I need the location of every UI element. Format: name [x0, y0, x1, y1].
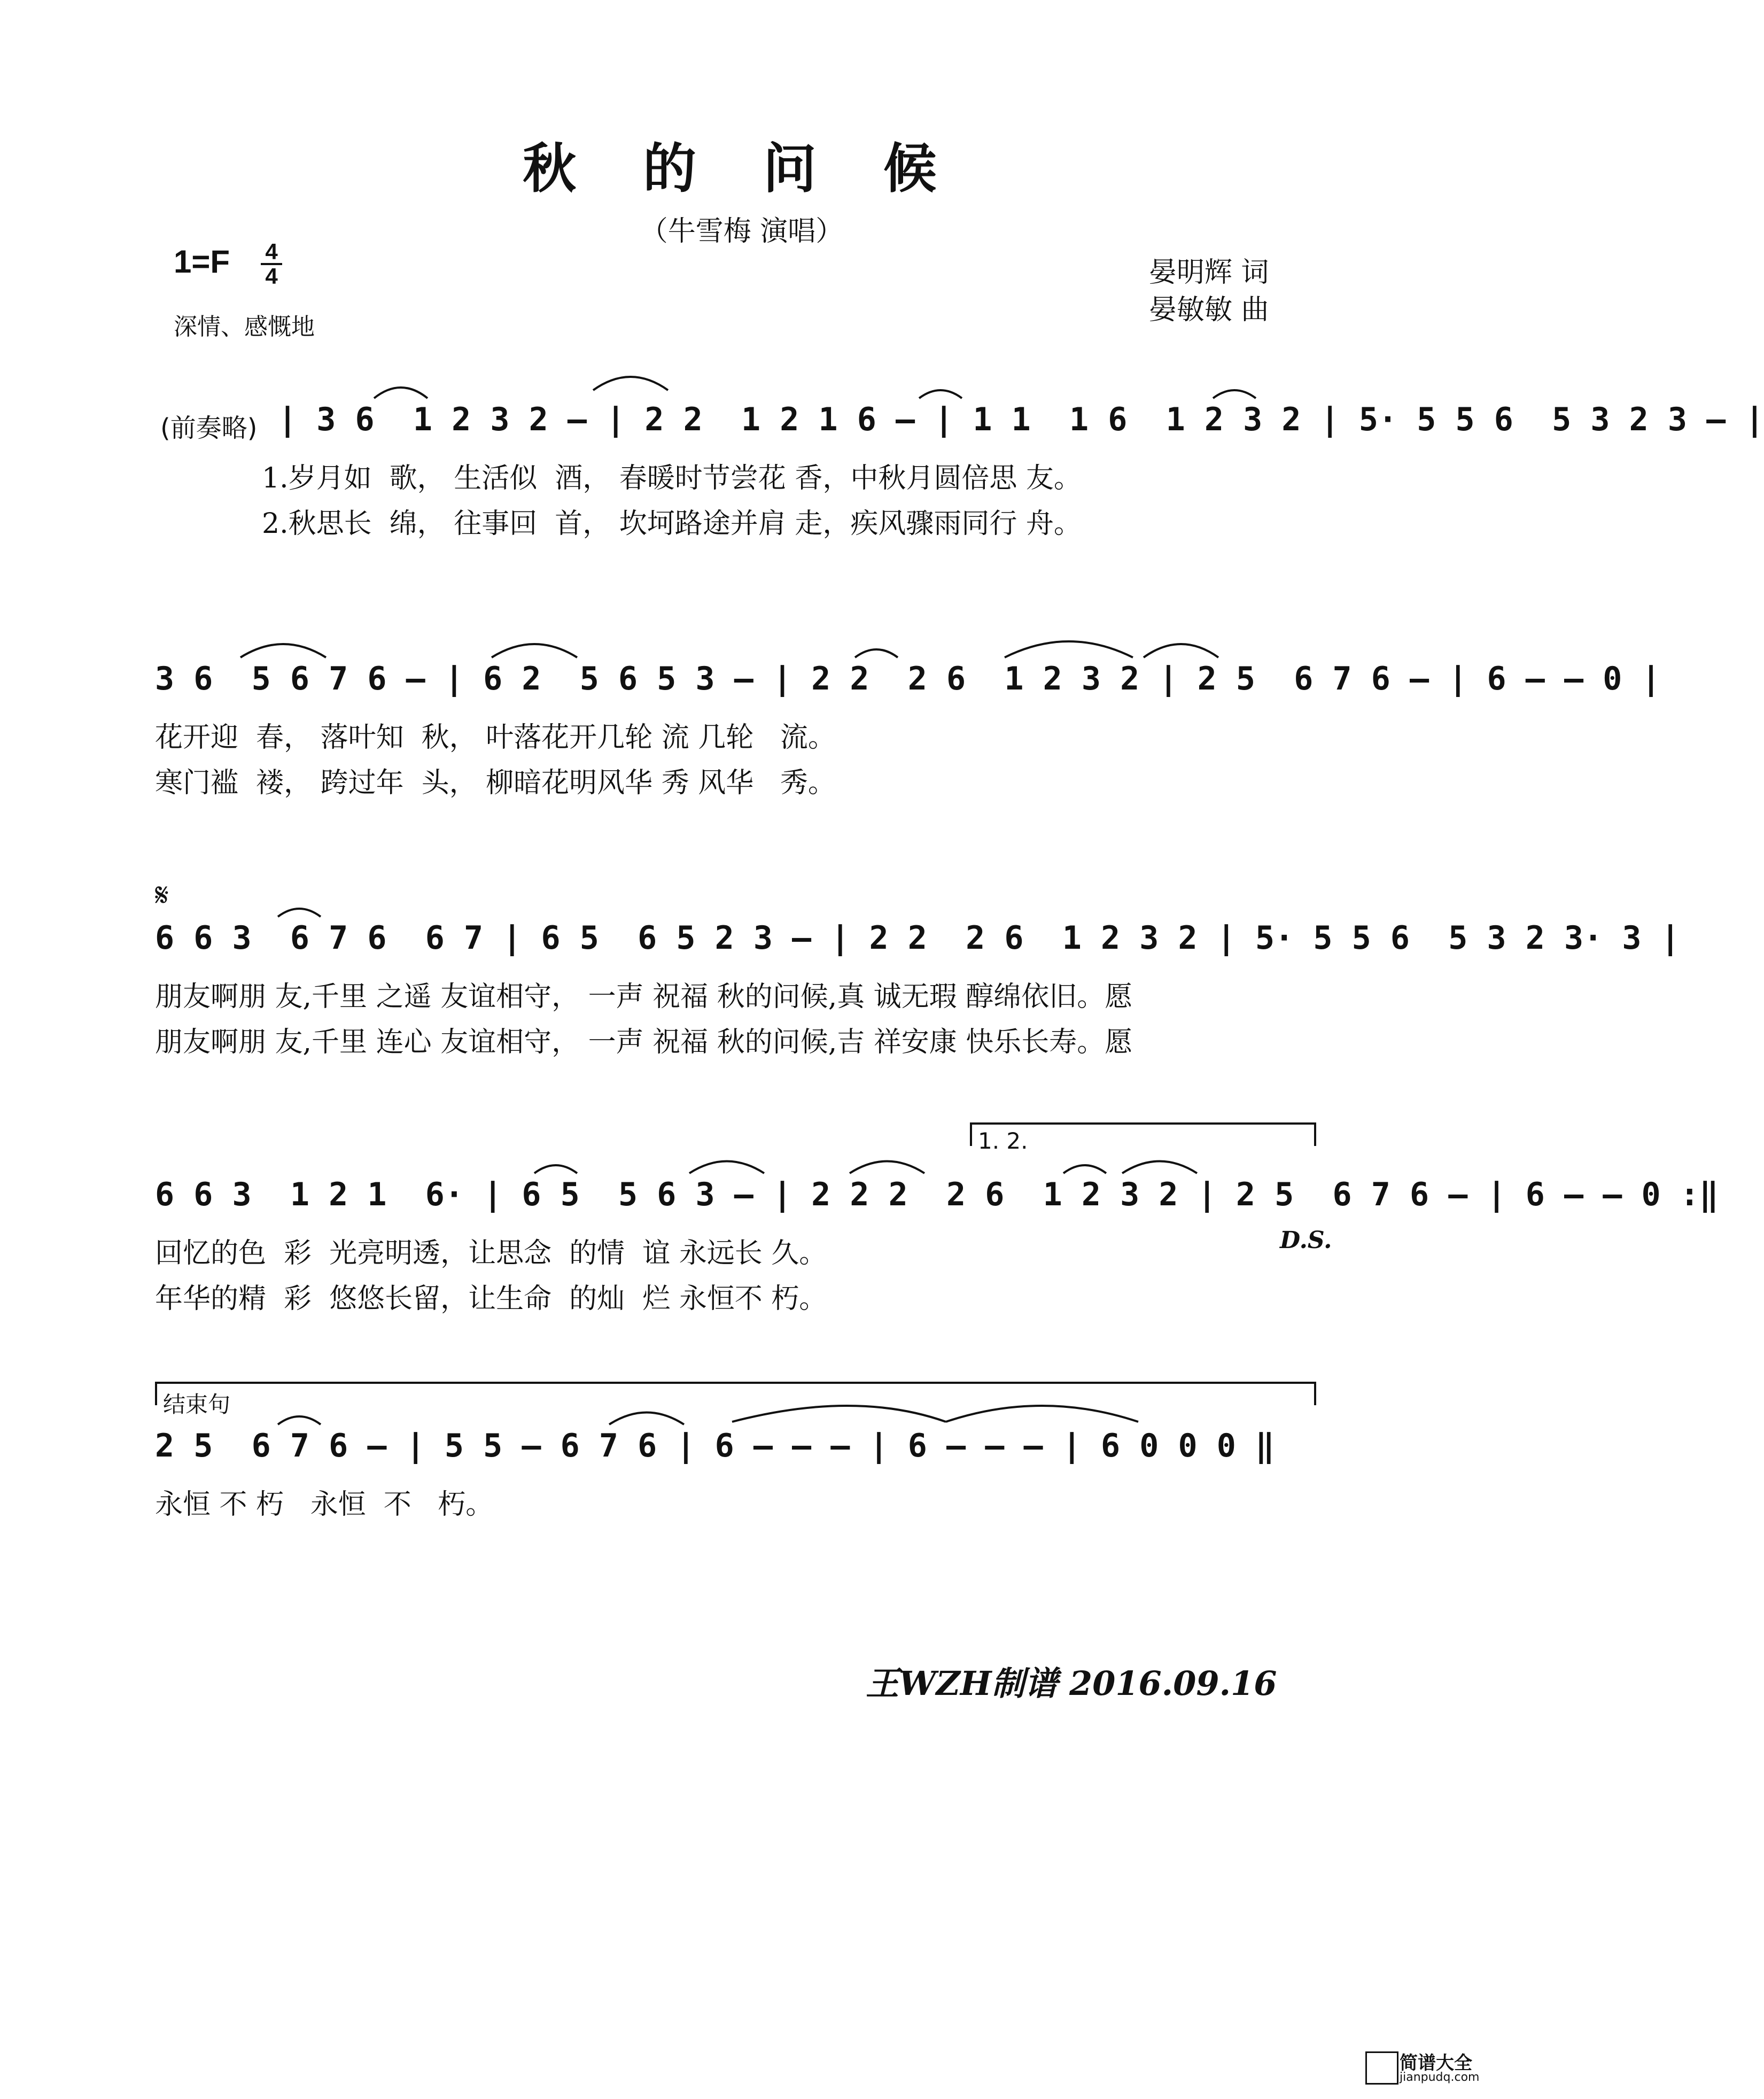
slur-arc: [1213, 390, 1256, 398]
system-5-lyrics: 永恒 不 朽 永恒 不 朽。: [155, 1489, 494, 1521]
volta-label: 1. 2.: [978, 1128, 1028, 1154]
watermark-logo: [1365, 2047, 1478, 2090]
lyricist-credit: 晏明辉 词: [1149, 257, 1269, 289]
slur-arc: [689, 1161, 764, 1174]
slur-arc: [1005, 641, 1133, 657]
key-signature: 1=F: [174, 244, 230, 280]
slur-arc: [946, 1406, 1138, 1422]
segno-sign: 𝄋: [155, 877, 169, 914]
system-1-lyrics-verse-1: 1.岁月如 歌， 生活似 酒， 春暖时节尝花 香，中秋月圆倍思 友。: [262, 462, 1082, 494]
tempo-marking: 深情、感慨地: [174, 313, 315, 340]
system-4-notes: 6 6 3 1 2 1 6· | 6 5 5 6 3 – | 2 2 2 2 6 1 2 3 2 | 2 5 6 7 6 – | 6 – – 0 :‖: [155, 1176, 1719, 1213]
slur-arc: [732, 1406, 946, 1422]
dal-segno-mark: D.S.: [1280, 1227, 1332, 1254]
watermark-icon: [1365, 2051, 1398, 2085]
system-1-lyrics-verse-2: 2.秋思长 绵， 往事回 首， 坎坷路途并肩 走，疾风骤雨同行 舟。: [262, 508, 1082, 540]
time-signature-top: 4: [261, 241, 282, 265]
composer-credit: 晏敏敏 曲: [1149, 294, 1269, 326]
slur-arc: [609, 1413, 684, 1425]
system-4-lyrics-verse-1: 回忆的色 彩 光亮明透，让思念 的情 谊 永远长 久。: [155, 1237, 827, 1269]
slur-arc: [855, 649, 898, 657]
slur-arc: [374, 388, 428, 398]
slur-arc: [492, 644, 577, 657]
system-4-lyrics-verse-2: 年华的精 彩 悠悠长留，让生命 的灿 烂 永恒不 朽。: [155, 1283, 827, 1315]
system-1-notes: | 3 6 1 2 3 2 – | 2 2 1 2 1 6 – | 1 1 1 6 1 2 3 2 | 5· 5 5 6 5 3 2 3 – |: [278, 401, 1764, 438]
system-3-lyrics-verse-1: 朋友啊朋 友,千里 之遥 友谊相守， 一声 祝福 秋的问候,真 诚无瑕 醇绵依旧。愿: [155, 981, 1133, 1013]
slur-arc: [593, 377, 668, 390]
slur-arc: [278, 1416, 321, 1424]
slur-arc: [1122, 1161, 1197, 1174]
slur-arc: [278, 909, 321, 917]
slur-arc: [1063, 1165, 1106, 1173]
prelude-note: (前奏略): [160, 413, 258, 443]
watermark-url: jianpudq.com: [1400, 2071, 1480, 2084]
singer-credit: （牛雪梅 演唱）: [640, 215, 844, 247]
system-3-lyrics-verse-2: 朋友啊朋 友,千里 连心 友谊相守， 一声 祝福 秋的问候,吉 祥安康 快乐长寿。愿: [155, 1026, 1133, 1058]
watermark-name: 简谱大全: [1400, 2052, 1472, 2074]
system-3-notes: 6 6 3 6 7 6 6 7 | 6 5 6 5 2 3 – | 2 2 2 6 1 2 3 2 | 5· 5 5 6 5 3 2 3· 3 |: [155, 919, 1680, 957]
system-2-lyrics-verse-1: 花开迎 春， 落叶知 秋， 叶落花开几轮 流 几轮 流。: [155, 722, 836, 754]
slur-arc: [240, 644, 326, 657]
system-2-lyrics-verse-2: 寒门褴 褛， 跨过年 头， 柳暗花明风华 秀 风华 秀。: [155, 767, 836, 799]
page-title: 秋 的 问 候: [523, 137, 961, 200]
time-signature-bottom: 4: [265, 264, 278, 289]
system-5-notes: 2 5 6 7 6 – | 5 5 – 6 7 6 | 6 – – – | 6 – – – | 6 0 0 0 ‖: [155, 1427, 1275, 1465]
slur-arc: [534, 1165, 577, 1173]
slur-arc: [1144, 644, 1218, 657]
transcriber-footer: 王WZH制谱 2016.09.16: [866, 1664, 1277, 1703]
slur-arc: [850, 1161, 924, 1174]
system-2-notes: 3 6 5 6 7 6 – | 6 2 5 6 5 3 – | 2 2 2 6 1 2 3 2 | 2 5 6 7 6 – | 6 – – 0 |: [155, 660, 1661, 698]
ending-label: 结束句: [163, 1391, 231, 1418]
slur-arc: [919, 390, 962, 398]
